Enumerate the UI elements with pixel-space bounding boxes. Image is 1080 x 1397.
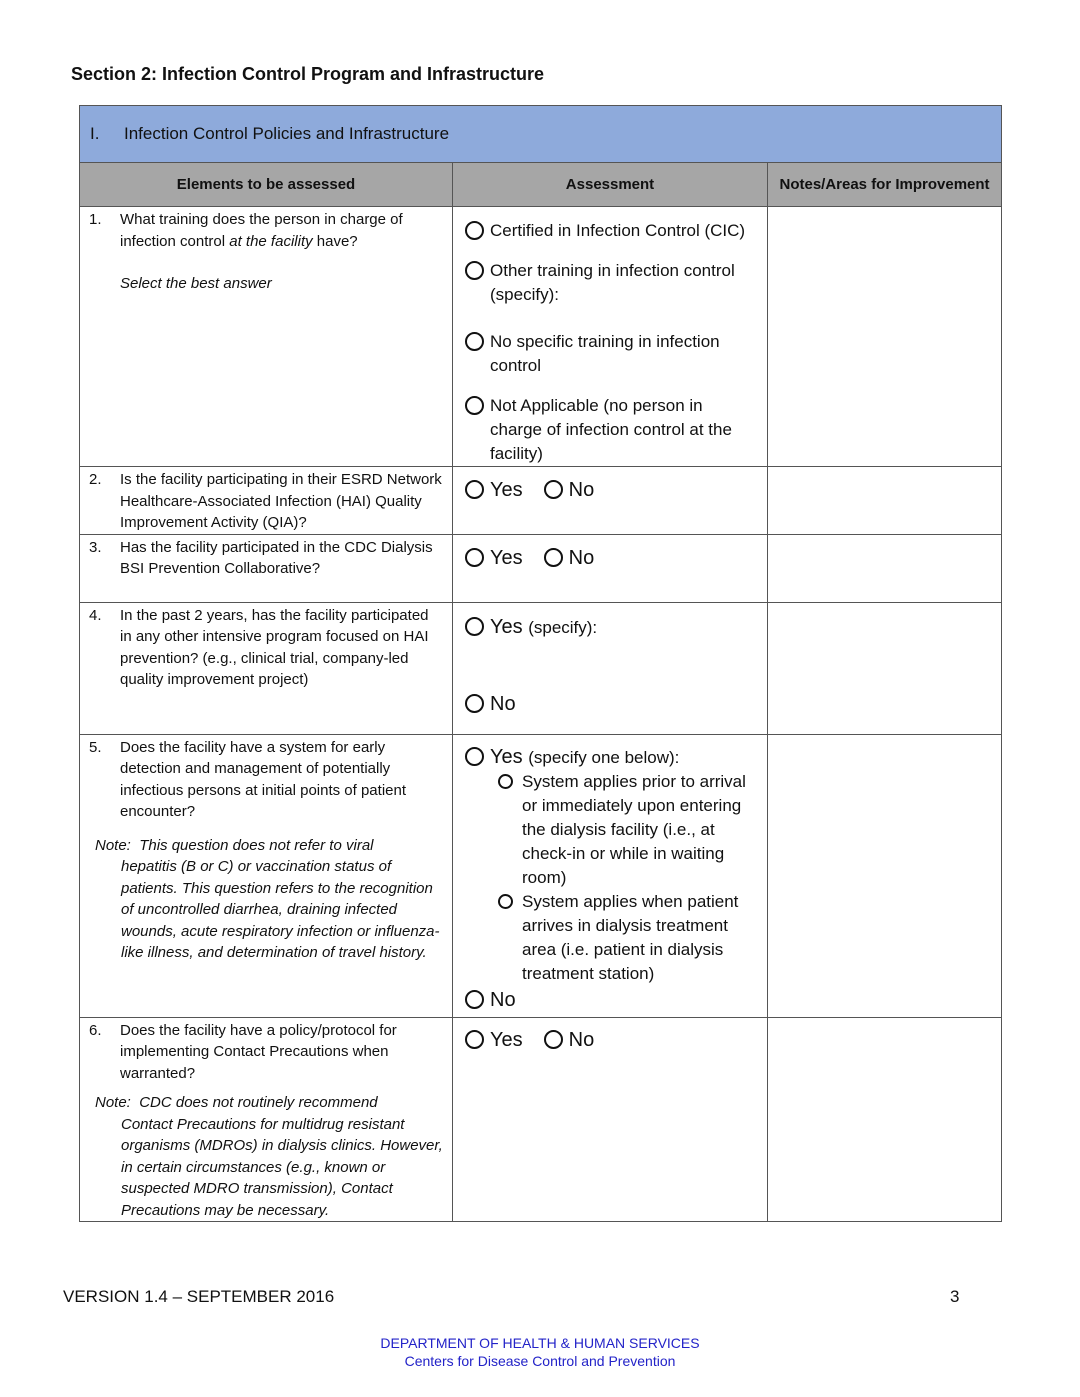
column-header-elements: Elements to be assessed	[80, 163, 453, 207]
radio-circle-icon[interactable]	[544, 548, 563, 567]
column-header-row	[80, 163, 1002, 207]
radio-option-no[interactable]	[543, 546, 595, 570]
radio-circle-icon[interactable]	[498, 774, 513, 789]
agency-name: Centers for Disease Control and Prevention	[404, 1353, 676, 1369]
sub-radio-option[interactable]	[464, 890, 759, 986]
assessment-cell	[453, 602, 768, 734]
question-number: 1.	[89, 211, 102, 228]
radio-option-yes[interactable]	[464, 546, 523, 570]
radio-circle-icon[interactable]	[465, 548, 484, 567]
table-row	[80, 602, 1002, 734]
question-text-part: What training does the person in charge of infection control	[120, 211, 403, 250]
question-number: 3.	[89, 538, 102, 556]
section-header-row	[80, 106, 1002, 163]
question-number: 2.	[89, 471, 102, 488]
radio-label: No	[490, 692, 516, 715]
question-cell	[80, 467, 453, 535]
department-name: DEPARTMENT OF HEALTH & HUMAN SERVICES	[380, 1335, 700, 1351]
question-text: In the past 2 years, has the facility participated in any other intensive program focused on HAI prevention? (e.g., clinical trial, company-led quality improvement project)	[120, 606, 429, 688]
radio-option-yes[interactable]	[464, 745, 759, 770]
radio-label: Certified in Infection Control (CIC)	[490, 221, 746, 240]
radio-option-no[interactable]	[464, 988, 759, 1012]
question-number: 6.	[89, 1021, 102, 1039]
question-number: 4.	[89, 606, 102, 624]
section-title: Infection Control Policies and Infrastructure	[124, 124, 450, 143]
question-text: Does the facility have a policy/protocol for implementing Contact Precautions when warranted?	[120, 1021, 397, 1082]
question-text: Does the facility have a system for early detection and management of potentially infectious persons at initial points of patient encounter?	[120, 738, 407, 820]
radio-option[interactable]	[464, 394, 759, 466]
radio-option[interactable]	[464, 330, 759, 378]
radio-option[interactable]	[464, 259, 759, 307]
question-note	[80, 835, 444, 964]
radio-label-note: (specify one below):	[528, 747, 680, 767]
radio-label: System applies when patient arrives in dialysis treatment area (i.e. patient in dialysis treatment station)	[522, 891, 739, 983]
note-text: hepatitis (B or C) or vaccination status of patients. This question refers to the recognition of uncontrolled diarrhea, draining infected wounds, acute respiratory infection or influenza-like illness, and determination of travel history.	[121, 858, 440, 961]
assessment-table	[79, 105, 1002, 1222]
radio-label: Yes	[490, 745, 523, 768]
radio-option-yes[interactable]	[464, 615, 759, 640]
question-cell	[80, 1017, 453, 1222]
radio-circle-icon[interactable]	[465, 396, 484, 415]
radio-option-yes[interactable]	[464, 478, 523, 502]
radio-label: Yes	[490, 546, 523, 569]
notes-cell[interactable]	[768, 734, 1002, 1017]
assessment-cell	[453, 534, 768, 602]
radio-label: Not Applicable (no person in charge of infection control at the facility)	[490, 396, 732, 463]
question-number: 5.	[89, 738, 102, 756]
radio-label: No	[568, 479, 595, 501]
assessment-cell	[453, 467, 768, 535]
question-text-part: have?	[312, 232, 358, 250]
assessment-cell	[453, 1017, 768, 1222]
radio-option[interactable]	[464, 219, 759, 243]
footer-department	[0, 1334, 1080, 1370]
assessment-cell	[453, 207, 768, 467]
radio-label: Yes	[490, 615, 523, 638]
notes-cell[interactable]	[768, 467, 1002, 535]
question-cell	[80, 207, 453, 467]
note-label: Note:	[95, 1094, 131, 1111]
notes-cell[interactable]	[768, 1017, 1002, 1222]
radio-circle-icon[interactable]	[544, 1030, 563, 1049]
note-text: This question does not refer to viral	[139, 836, 374, 854]
radio-label: No specific training in infection control	[490, 332, 720, 375]
table-row	[80, 1017, 1002, 1222]
radio-option-no[interactable]	[464, 692, 759, 716]
table-row	[80, 534, 1002, 602]
column-header-notes: Notes/Areas for Improvement	[768, 163, 1002, 207]
radio-circle-icon[interactable]	[465, 990, 484, 1009]
radio-circle-icon[interactable]	[465, 480, 484, 499]
footer-version: VERSION 1.4 – SEPTEMBER 2016	[63, 1287, 335, 1306]
question-instruction: Select the best answer	[120, 275, 272, 292]
radio-circle-icon[interactable]	[465, 747, 484, 766]
radio-label: No	[568, 546, 595, 569]
question-cell	[80, 534, 453, 602]
radio-circle-icon[interactable]	[465, 332, 484, 351]
note-text: CDC does not routinely recommend	[139, 1094, 378, 1111]
table-row	[80, 467, 1002, 535]
table-row	[80, 207, 1002, 467]
question-text-emphasis: at the facility	[229, 232, 313, 250]
radio-label: System applies prior to arrival or immediately upon entering the dialysis facility (i.e., at check-in or while in waiting room)	[522, 771, 746, 887]
radio-circle-icon[interactable]	[465, 1030, 484, 1049]
radio-option-yes[interactable]	[464, 1028, 523, 1052]
radio-circle-icon[interactable]	[498, 894, 513, 909]
question-text	[120, 209, 444, 295]
sub-radio-option[interactable]	[464, 770, 759, 890]
radio-circle-icon[interactable]	[465, 221, 484, 240]
radio-label: No	[568, 1028, 595, 1051]
table-row	[80, 734, 1002, 1017]
radio-option-no[interactable]	[543, 1028, 595, 1052]
question-note	[80, 1092, 444, 1221]
radio-label: Yes	[490, 479, 523, 501]
radio-option-no[interactable]	[543, 478, 595, 502]
radio-label: Other training in infection control (specify):	[490, 261, 735, 304]
radio-circle-icon[interactable]	[465, 617, 484, 636]
question-text: Has the facility participated in the CDC Dialysis BSI Prevention Collaborative?	[120, 538, 433, 577]
radio-label: Yes	[490, 1028, 523, 1051]
note-text: Contact Precautions for multidrug resistant organisms (MDROs) in dialysis clinics. However, in certain circumstances (e.g., known or suspected MDRO transmission), Contact Precautions may be necessary.	[121, 1115, 443, 1219]
radio-circle-icon[interactable]	[544, 480, 563, 499]
question-cell	[80, 602, 453, 734]
page-number: 3	[950, 1287, 960, 1306]
question-cell	[80, 734, 453, 1017]
radio-label: No	[490, 988, 516, 1011]
notes-cell[interactable]	[768, 534, 1002, 602]
notes-cell[interactable]	[768, 602, 1002, 734]
radio-label-note: (specify):	[528, 617, 598, 637]
note-label: Note:	[95, 836, 131, 854]
section-header	[80, 106, 1002, 163]
question-text: Is the facility participating in their ESRD Network Healthcare-Associated Infection (HAI) Quality Improvement Activity (QIA)?	[120, 471, 442, 531]
assessment-cell	[453, 734, 768, 1017]
page-title: Section 2: Infection Control Program and Infrastructure	[71, 64, 545, 84]
radio-circle-icon[interactable]	[465, 694, 484, 713]
column-header-assessment: Assessment	[453, 163, 768, 207]
section-number: I.	[90, 124, 100, 143]
notes-cell[interactable]	[768, 207, 1002, 467]
radio-circle-icon[interactable]	[465, 261, 484, 280]
